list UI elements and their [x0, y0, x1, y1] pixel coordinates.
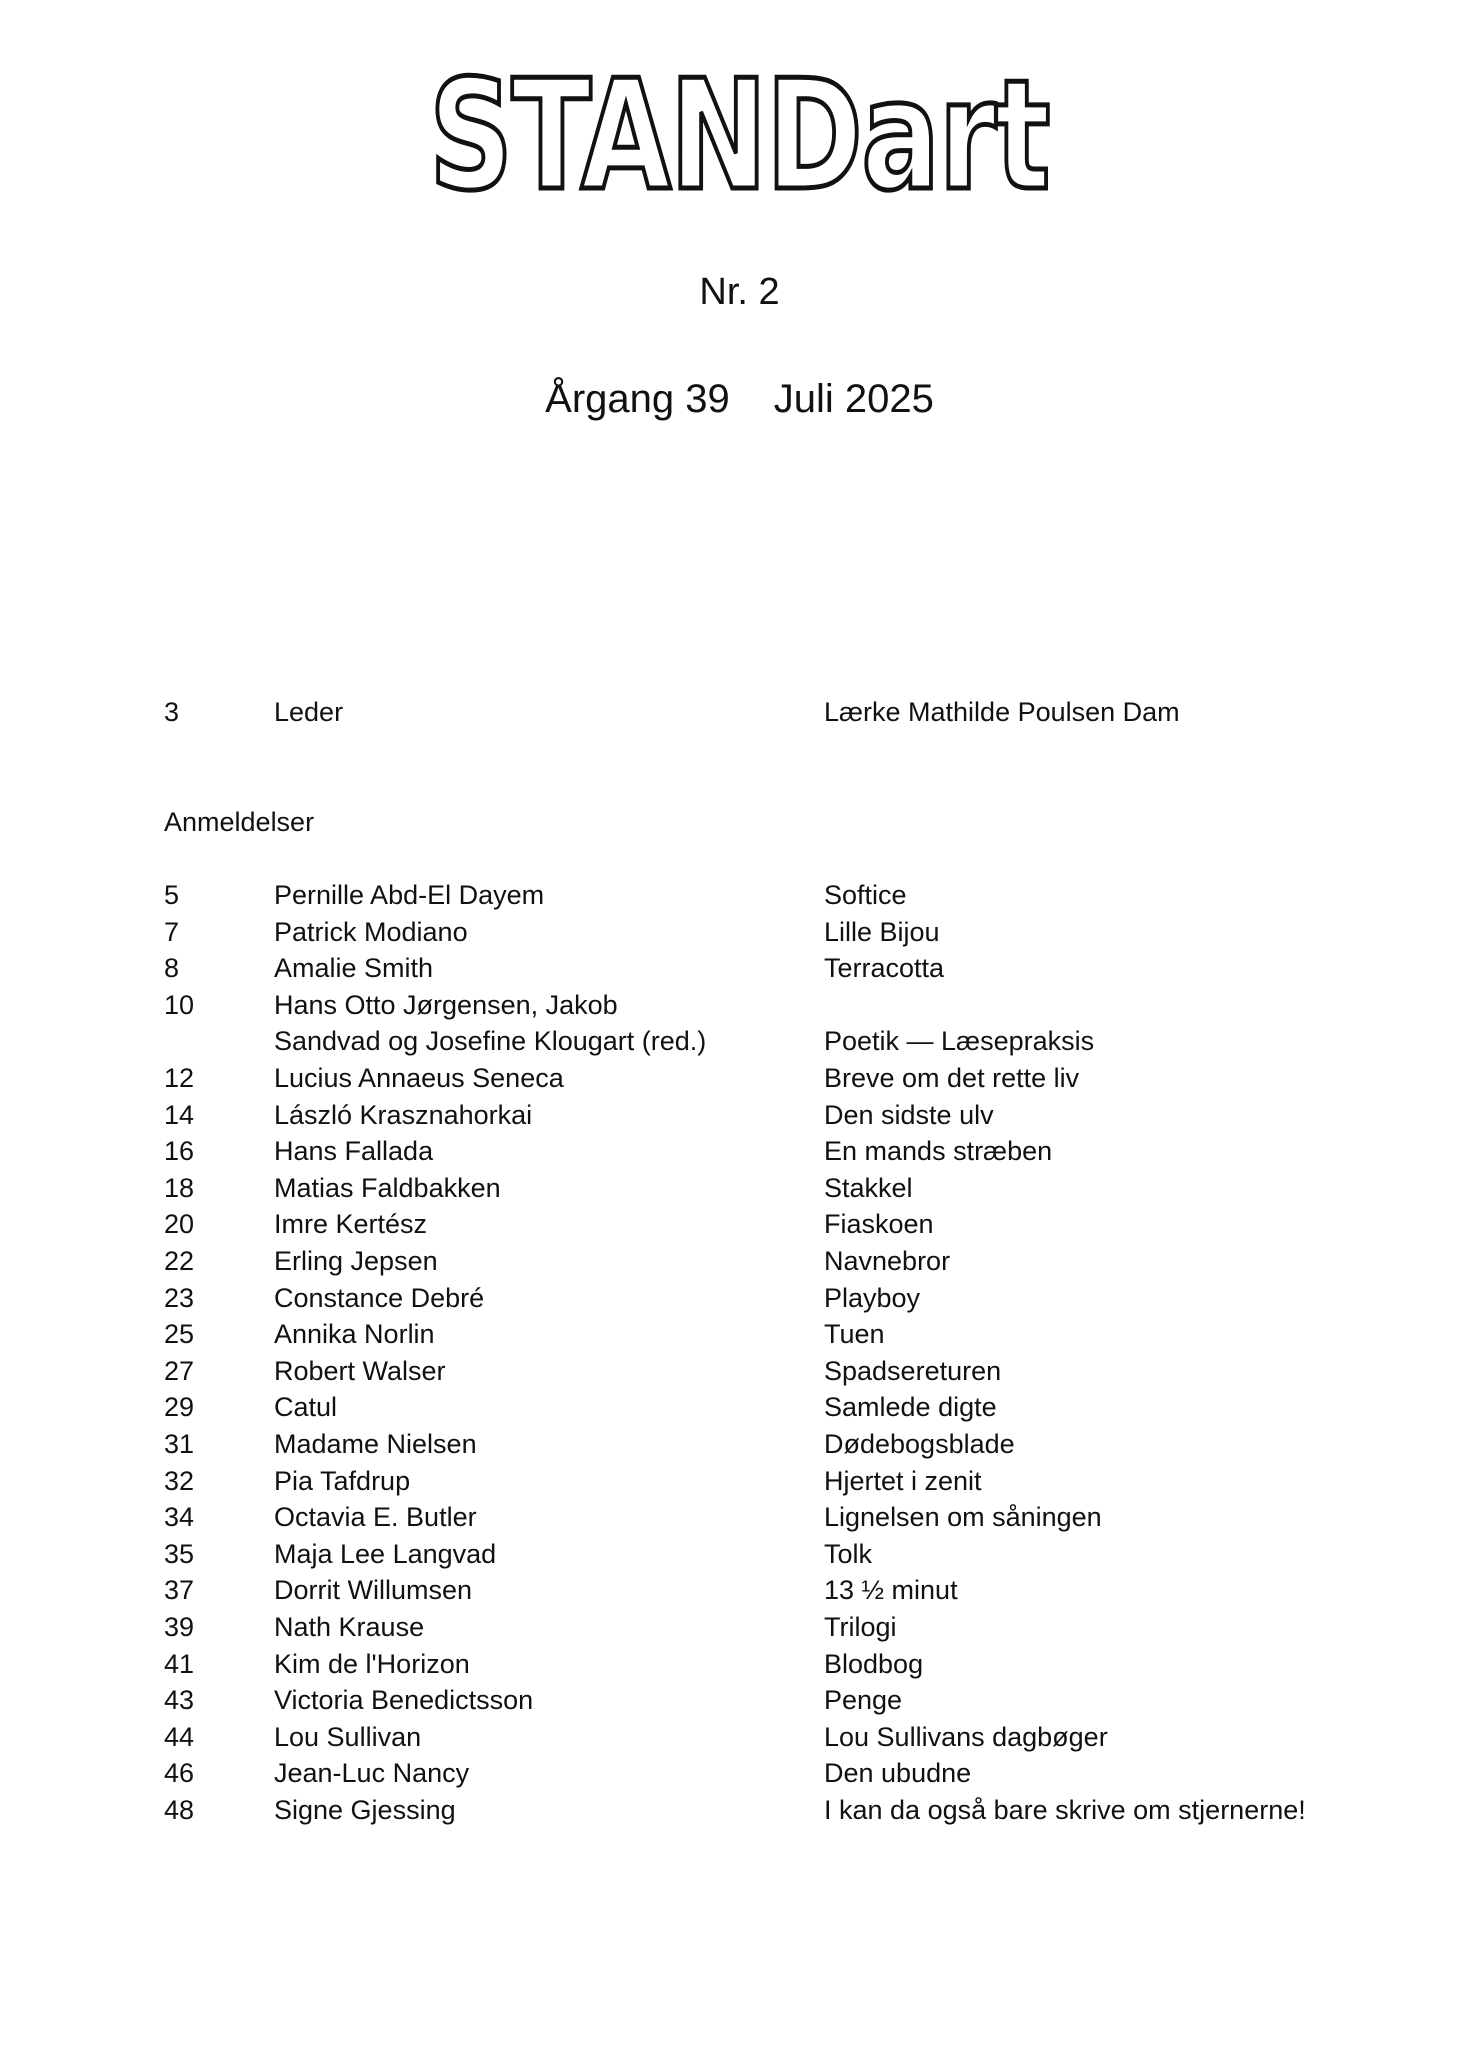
- toc-title: 13 ½ minut: [824, 1575, 958, 1606]
- toc-page-number: 5: [164, 880, 180, 910]
- toc-author: Hans Otto Jørgensen, Jakob: [274, 989, 618, 1020]
- toc-author: Pernille Abd-El Dayem: [274, 880, 545, 910]
- toc-row[interactable]: [0, 1792, 1479, 1829]
- toc-row[interactable]: [0, 1316, 1479, 1353]
- issue-date: Juli 2025: [773, 377, 934, 421]
- toc-page-number: 18: [164, 1172, 195, 1203]
- toc-page-number: 48: [164, 1795, 195, 1825]
- toc-author: Jean-Luc Nancy: [274, 1758, 470, 1789]
- toc-author: Nath Krause: [274, 1612, 425, 1642]
- toc-page-number: 16: [164, 1136, 195, 1167]
- toc-title: Spadsereturen: [824, 1355, 1002, 1386]
- toc-author: Hans Fallada: [274, 1136, 434, 1167]
- toc-author: Annika Norlin: [274, 1319, 435, 1350]
- toc-title: I kan da også bare skrive om stjernerne!: [824, 1795, 1306, 1825]
- toc-row-editorial[interactable]: [0, 694, 1479, 731]
- toc-page-number: 32: [164, 1465, 195, 1496]
- toc-page-number: 39: [164, 1612, 195, 1642]
- toc-row[interactable]: [0, 1609, 1479, 1646]
- toc-page-number: 23: [164, 1282, 195, 1313]
- toc-page-number: 43: [164, 1685, 195, 1716]
- toc-title: Samlede digte: [824, 1392, 997, 1423]
- toc-author: Lou Sullivan: [274, 1721, 422, 1752]
- toc-title: Playboy: [824, 1282, 921, 1313]
- section-heading-reviews: Anmeldelser: [164, 807, 315, 837]
- toc-author: Octavia E. Butler: [274, 1502, 477, 1533]
- toc-author: Amalie Smith: [274, 953, 434, 984]
- toc-row-continuation[interactable]: [0, 1023, 1479, 1060]
- toc-row[interactable]: [0, 1243, 1479, 1280]
- toc-page-number: 7: [164, 916, 180, 947]
- toc-page-number: 29: [164, 1392, 195, 1423]
- toc-row[interactable]: [0, 1646, 1479, 1683]
- toc-title: Dødebogsblade: [824, 1429, 1015, 1459]
- toc-row[interactable]: [0, 1389, 1479, 1426]
- toc-section-label: Leder: [274, 697, 344, 727]
- toc-row[interactable]: [0, 1206, 1479, 1243]
- issue-meta: [0, 374, 1479, 424]
- toc-author: Madame Nielsen: [274, 1429, 477, 1459]
- logo-text: STANDart: [429, 48, 1049, 218]
- toc-row[interactable]: [0, 1353, 1479, 1390]
- toc-title: Lille Bijou: [824, 916, 940, 947]
- toc-row[interactable]: [0, 1682, 1479, 1719]
- toc-page-number: 35: [164, 1538, 195, 1569]
- toc-title: Navnebror: [824, 1246, 951, 1276]
- toc-row[interactable]: [0, 1280, 1479, 1317]
- toc-title: Softice: [824, 880, 907, 910]
- toc-author: László Krasznahorkai: [274, 1099, 533, 1130]
- toc-row[interactable]: [0, 1097, 1479, 1134]
- toc-page-number: 22: [164, 1246, 195, 1276]
- toc-page-number: 8: [164, 953, 180, 984]
- toc-title: Penge: [824, 1685, 903, 1716]
- toc-row[interactable]: [0, 1536, 1479, 1573]
- toc-row[interactable]: [0, 877, 1479, 914]
- toc-author: Victoria Benedictsson: [274, 1685, 534, 1716]
- toc-author: Erling Jepsen: [274, 1246, 438, 1276]
- toc-author: Kim de l'Horizon: [274, 1648, 470, 1679]
- toc-title: Terracotta: [824, 953, 945, 984]
- toc-row[interactable]: [0, 1572, 1479, 1609]
- toc-page-number: 20: [164, 1209, 195, 1240]
- toc-title: Den sidste ulv: [824, 1099, 994, 1130]
- toc-author: Robert Walser: [274, 1355, 446, 1386]
- toc-author: Lucius Annaeus Seneca: [274, 1063, 564, 1093]
- toc-author: Pia Tafdrup: [274, 1465, 411, 1496]
- toc-title: Blodbog: [824, 1648, 924, 1679]
- toc-title: Lou Sullivans dagbøger: [824, 1721, 1108, 1752]
- toc-page-number: 34: [164, 1502, 195, 1533]
- issue-number: Nr. 2: [699, 271, 780, 313]
- toc-row[interactable]: [0, 1426, 1479, 1463]
- toc-author: Matias Faldbakken: [274, 1172, 501, 1203]
- toc-row[interactable]: [0, 1755, 1479, 1792]
- toc-title: Poetik — Læsepraksis: [824, 1026, 1095, 1057]
- toc-page-number: 3: [164, 697, 180, 727]
- toc-title: Stakkel: [824, 1172, 913, 1203]
- toc-page-number: 10: [164, 989, 195, 1020]
- toc-title: Den ubudne: [824, 1758, 972, 1789]
- toc-row[interactable]: [0, 1463, 1479, 1500]
- toc-row[interactable]: [0, 1719, 1479, 1756]
- logo-wordmark: [0, 48, 1479, 218]
- toc-row[interactable]: [0, 1060, 1479, 1097]
- toc-row[interactable]: [0, 1133, 1479, 1170]
- toc-page-number: 27: [164, 1355, 195, 1386]
- toc-page-number: 41: [164, 1648, 195, 1679]
- toc-row[interactable]: [0, 1170, 1479, 1207]
- toc-author: Imre Kertész: [274, 1209, 428, 1240]
- toc-page-number: 44: [164, 1721, 195, 1752]
- toc-page-number: 12: [164, 1063, 195, 1093]
- toc-page-number: 25: [164, 1319, 195, 1350]
- toc-title: En mands stræben: [824, 1136, 1053, 1167]
- toc-page-number: 46: [164, 1758, 195, 1789]
- toc-author: Constance Debré: [274, 1282, 485, 1313]
- masthead-logo: [0, 48, 1479, 218]
- toc-title: Hjertet i zenit: [824, 1465, 982, 1496]
- toc-author: Catul: [274, 1392, 338, 1423]
- toc-title: Tolk: [824, 1538, 873, 1569]
- toc-editor-name: Lærke Mathilde Poulsen Dam: [824, 697, 1180, 727]
- volume-label: Årgang 39: [545, 377, 730, 421]
- toc-row[interactable]: [0, 1499, 1479, 1536]
- toc-author: Maja Lee Langvad: [274, 1538, 497, 1569]
- toc-title: Tuen: [824, 1319, 885, 1350]
- toc-row[interactable]: [0, 987, 1479, 1024]
- toc-page-number: 37: [164, 1575, 195, 1606]
- toc-author: Signe Gjessing: [274, 1795, 456, 1825]
- toc-page-number: 31: [164, 1429, 195, 1459]
- toc-row[interactable]: [0, 914, 1479, 951]
- toc-title: Fiaskoen: [824, 1209, 934, 1240]
- toc-author: Patrick Modiano: [274, 916, 468, 947]
- toc-page-number: 14: [164, 1099, 195, 1130]
- toc-title: Breve om det rette liv: [824, 1063, 1080, 1093]
- toc-row[interactable]: [0, 950, 1479, 987]
- toc-author-continued: Sandvad og Josefine Klougart (red.): [274, 1026, 707, 1057]
- toc-author: Dorrit Willumsen: [274, 1575, 473, 1606]
- toc-title: Lignelsen om såningen: [824, 1502, 1102, 1533]
- toc-title: Trilogi: [824, 1612, 897, 1642]
